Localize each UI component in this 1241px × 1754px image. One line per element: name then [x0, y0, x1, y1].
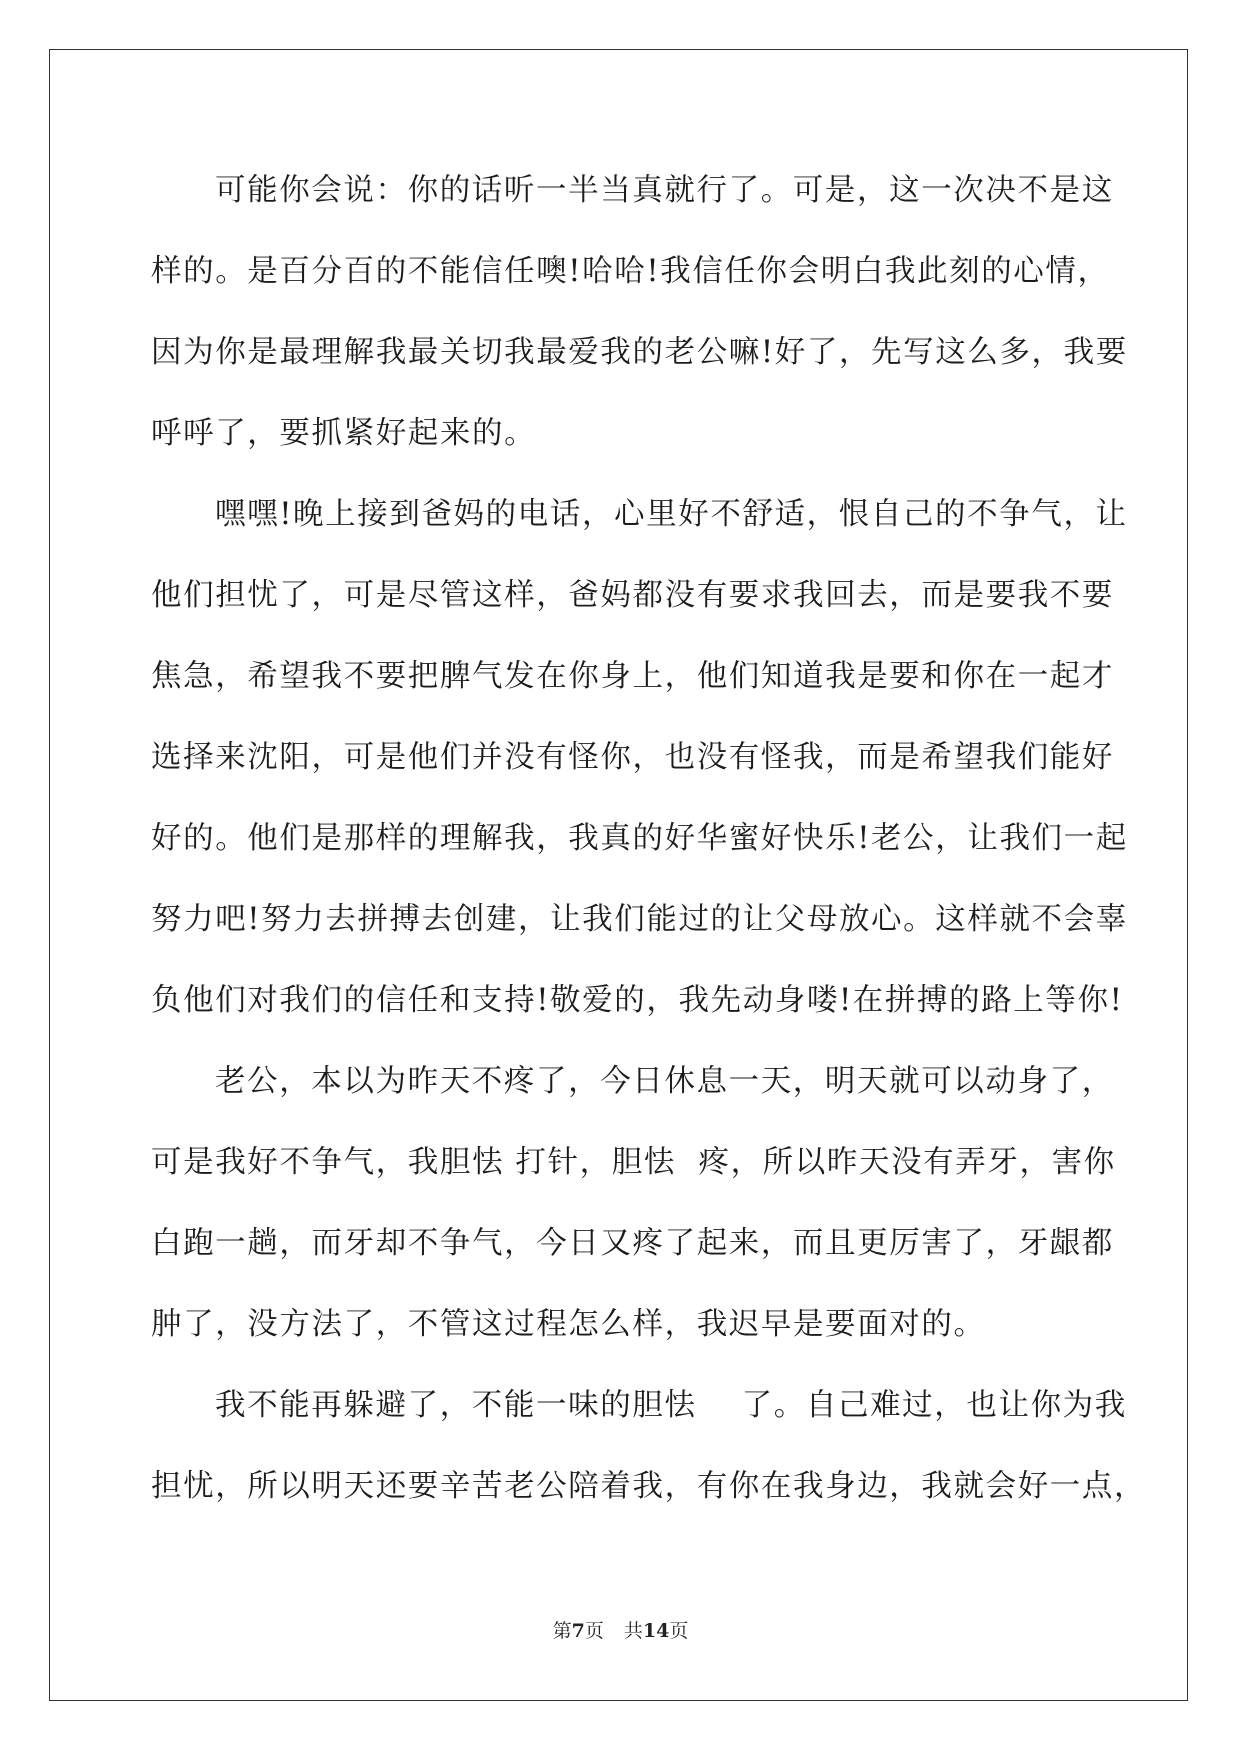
text-line: 呼呼了，要抓紧好起来的。	[151, 416, 537, 451]
footer-total-prefix: 共	[623, 1620, 643, 1642]
footer-total-suffix: 页	[669, 1620, 689, 1642]
text-line: 我不能再躲避了，不能一味的胆怯 了。自己难过，也让你为我	[215, 1388, 1127, 1423]
footer-page-suffix: 页	[584, 1620, 604, 1642]
text-line: 肿了，没方法了，不管这过程怎么样，我迟早是要面对的。	[151, 1307, 986, 1342]
text-line: 好的。他们是那样的理解我，我真的好华蜜好快乐!老公，让我们一起	[151, 821, 1128, 856]
text-line: 担忧，所以明天还要辛苦老公陪着我，有你在我身边，我就会好一点，	[151, 1469, 1147, 1504]
text-line: 努力吧!努力去拼搏去创建，让我们能过的让父母放心。这样就不会辜	[151, 902, 1128, 937]
page-footer	[0, 1616, 1241, 1643]
document-body	[151, 163, 1147, 1540]
text-line: 样的。是百分百的不能信任噢!哈哈!我信任你会明白我此刻的心情，	[151, 254, 1110, 289]
page-number: 7	[571, 1620, 585, 1642]
text-line: 白跑一趟，而牙却不争气，今日又疼了起来，而且更厉害了，牙龈都	[151, 1226, 1114, 1261]
text-line: 选择来沈阳，可是他们并没有怪你，也没有怪我，而是希望我们能好	[151, 740, 1114, 775]
text-line: 可能你会说：你的话听一半当真就行了。可是，这一次决不是这	[215, 173, 1114, 208]
text-line: 因为你是最理解我最关切我最爱我的老公嘛!好了，先写这么多，我要	[151, 335, 1128, 370]
text-line: 焦急，希望我不要把脾气发在你身上，他们知道我是要和你在一起才	[151, 659, 1114, 694]
total-pages: 14	[642, 1620, 670, 1642]
footer-prefix: 第	[552, 1620, 572, 1642]
text-line: 老公，本以为昨天不疼了，今日休息一天，明天就可以动身了，	[215, 1064, 1114, 1099]
text-line: 嘿嘿!晚上接到爸妈的电话，心里好不舒适，恨自己的不争气，让	[215, 497, 1128, 532]
text-line: 可是我好不争气，我胆怯 打针，胆怯 疼，所以昨天没有弄牙，害你	[151, 1145, 1116, 1180]
text-line: 负他们对我们的信任和支持!敬爱的，我先动身喽!在拼搏的路上等你!	[151, 983, 1124, 1018]
text-line: 他们担忧了，可是尽管这样，爸妈都没有要求我回去，而是要我不要	[151, 578, 1114, 613]
